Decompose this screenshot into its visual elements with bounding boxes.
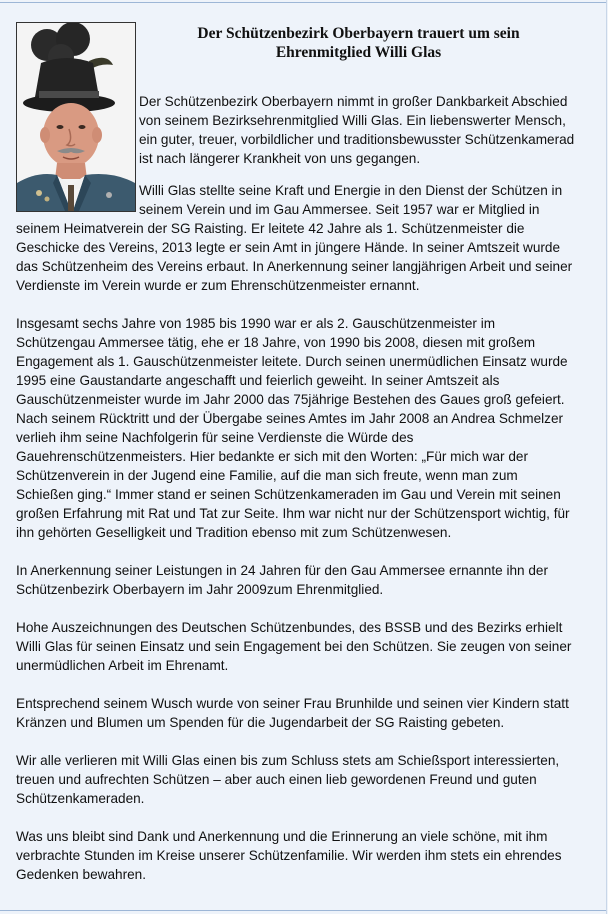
title-line-1: Der Schützenbezirk Oberbayern trauert um sein: [197, 25, 520, 42]
paragraph-honorary-member: In Anerkennung seiner Leistungen in 24 Jahren für den Gau Ammersee ernannte ihn der Schützenbezirk Oberbayern im Jahr 2009zum Ehrenmitglied.: [16, 563, 549, 597]
obituary-article: [16, 22, 578, 903]
paragraph-donations: Entsprechend seinem Wusch wurde von seiner Frau Brunhilde und seinen vier Kindern statt Kränzen und Blumen um Spenden für die Jugendarbeit der SG Raisting gebeten.: [16, 696, 569, 730]
portrait-image: [17, 23, 135, 211]
top-divider: [0, 2, 606, 3]
paragraph-gau-ammersee: Insgesamt sechs Jahre von 1985 bis 1990 war er als 2. Gauschützenmeister im Schützengau Ammersee tätig, ehe er 18 Jahre, von 1990 bis 2008, diesen mit großem Engagement als 1. Gauschützenmeister leitete. Durch seinen unermüdlichen Einsatz wurde 1995 eine Gaustandarte angeschafft und feierlich geweiht. In seiner Amtszeit als Gauschützenmeister wurde im Jahr 2000 das 75jährige Bestehen des Gaues groß gefeiert. Nach seinem Rücktritt und der Übergabe seines Amtes im Jahr 2008 an Andrea Schmelzer verlieh ihm seine Nachfolgerin für seine Verdienste die Würde des Gauehrenschützenmeisters. Hier bedankte er sich mit den Worten: „Für mich war der Schützenverein in der Jugend eine Familie, auf die man sich freute, wenn man zum Schießen ging.“ Immer stand er seinen Schützenkameraden im Gau und Verein mit seinen großen Erfahrung mit Rat und Tat zur Seite. Ihm war nicht nur der Schützensport wichtig, für ihn gehörten Geselligkeit und Tradition ebenso mit zum Schützenwesen.: [16, 316, 570, 540]
right-border: [606, 0, 607, 914]
paragraph-intro: Der Schützenbezirk Oberbayern nimmt in großer Dankbarkeit Abschied von seinem Bezirksehrenmitglied Willi Glas. Ein liebenswerter Mensch, ein guter, treuer, vorbildlicher und traditionsbewusster Schützenkamerad ist nach längerer Krankheit von uns gegangen.: [139, 94, 575, 166]
title-line-2: Ehrenmitglied Willi Glas: [275, 44, 442, 61]
paragraph-loss: Wir alle verlieren mit Willi Glas einen bis zum Schluss stets am Schießsport interessierten, treuen und aufrechten Schützen – aber auch einen lieb gewordenen Freund und guten Schützenkameraden.: [16, 753, 560, 806]
portrait-photo: [16, 22, 136, 212]
paragraph-awards: Hohe Auszeichnungen des Deutschen Schützenbundes, des BSSB und des Bezirks erhielt Willi Glas für seinen Einsatz und sein Engagement bei den Schützen. Sie zeugen von seiner unermüdlichen Arbeit im Ehrenamt.: [16, 620, 572, 673]
bottom-divider: [0, 910, 606, 911]
paragraph-remembrance: Was uns bleibt sind Dank und Anerkennung und die Erinnerung an viele schöne, mit ihm verbrachte Stunden im Kreise unserer Schützenfamilie. Wir werden ihm stets ein ehrendes Gedenken bewahren.: [16, 829, 562, 882]
paragraph-career: Willi Glas stellte seine Kraft und Energie in den Dienst der Schützen in seinem Verein und im Gau Ammersee. Seit 1957 war er Mitglied in seinem Heimatverein der SG Raisting. Er leitete 42 Jahre als 1. Schützenmeister die Geschicke des Vereins, 2013 legte er sein Amt in jüngere Hände. In seiner Amtszeit wurde das Schützenheim des Vereins erbaut. In Anerkennung seiner langjährigen Arbeit und seiner Verdienste im Verein wurde er zum Ehrenschützenmeister ernannt.: [16, 183, 573, 293]
